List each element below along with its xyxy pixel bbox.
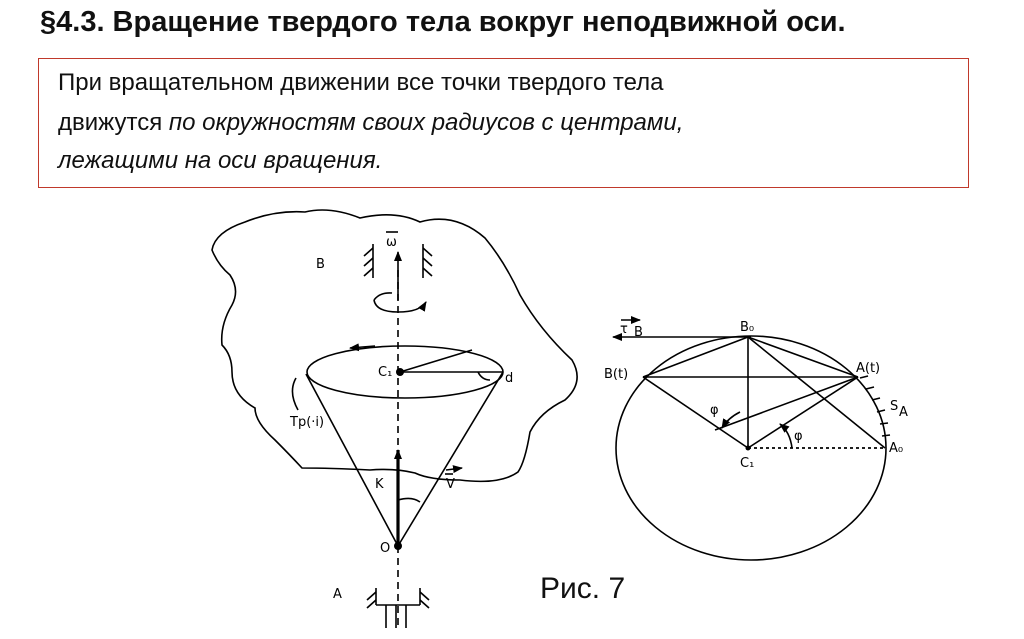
definition-line-2-italic: по окружностям своих радиусов с центрами, (168, 109, 684, 136)
definition-line-3-italic: лежащими на оси вращения. (58, 147, 383, 174)
label-point-d: d (505, 371, 514, 386)
label-v: V (446, 477, 455, 492)
upper-bearing-right (423, 244, 432, 278)
label-body-b: B (316, 257, 325, 272)
point-right-c1 (746, 446, 751, 451)
label-tau: τ (620, 322, 628, 337)
line-bt-c1 (643, 377, 748, 448)
label-phi2: φ (794, 429, 803, 444)
angle-arc-phi2 (780, 424, 792, 448)
label-at: A(t) (856, 361, 881, 376)
label-trajectory: Тр(·i) (290, 415, 325, 430)
velocity-arrow (446, 468, 462, 470)
line-b0-at (748, 337, 858, 377)
cone-edge-left (306, 374, 398, 546)
label-right-c1: C₁ (740, 456, 755, 471)
label-omega: ω (386, 235, 397, 250)
line-b0-bt (643, 337, 748, 377)
arc-tick-marks (860, 376, 890, 436)
label-b0: B₀ (740, 320, 755, 335)
label-tau-sub: B (634, 325, 643, 340)
line-at-c1-cross (715, 377, 858, 430)
label-a: A (333, 587, 342, 602)
definition-line-1: При вращательном движении все точки твердого тела (58, 69, 664, 96)
left-diagram (212, 210, 577, 630)
label-o: O (380, 541, 391, 556)
label-s-sub: A (899, 405, 908, 420)
definition-line-2-plain: движутся (58, 109, 169, 136)
page-title: §4.3. Вращение твердого тела вокруг неподвижной оси. (40, 6, 846, 38)
point-o (394, 542, 402, 550)
figure-caption: Рис. 7 (540, 572, 626, 605)
label-phi1: φ (710, 403, 719, 418)
radius-c1-upper (400, 350, 472, 372)
right-diagram (604, 320, 908, 560)
rotation-direction-arrow (374, 300, 426, 312)
upper-bearing-left (364, 244, 373, 278)
label-a0: A₀ (889, 441, 904, 456)
label-bt: B(t) (604, 367, 629, 382)
trajectory-pointer (292, 378, 298, 410)
label-s: S (890, 399, 899, 414)
label-c1: C₁ (378, 365, 393, 380)
point-c1 (396, 368, 404, 376)
label-k: K (375, 477, 384, 492)
